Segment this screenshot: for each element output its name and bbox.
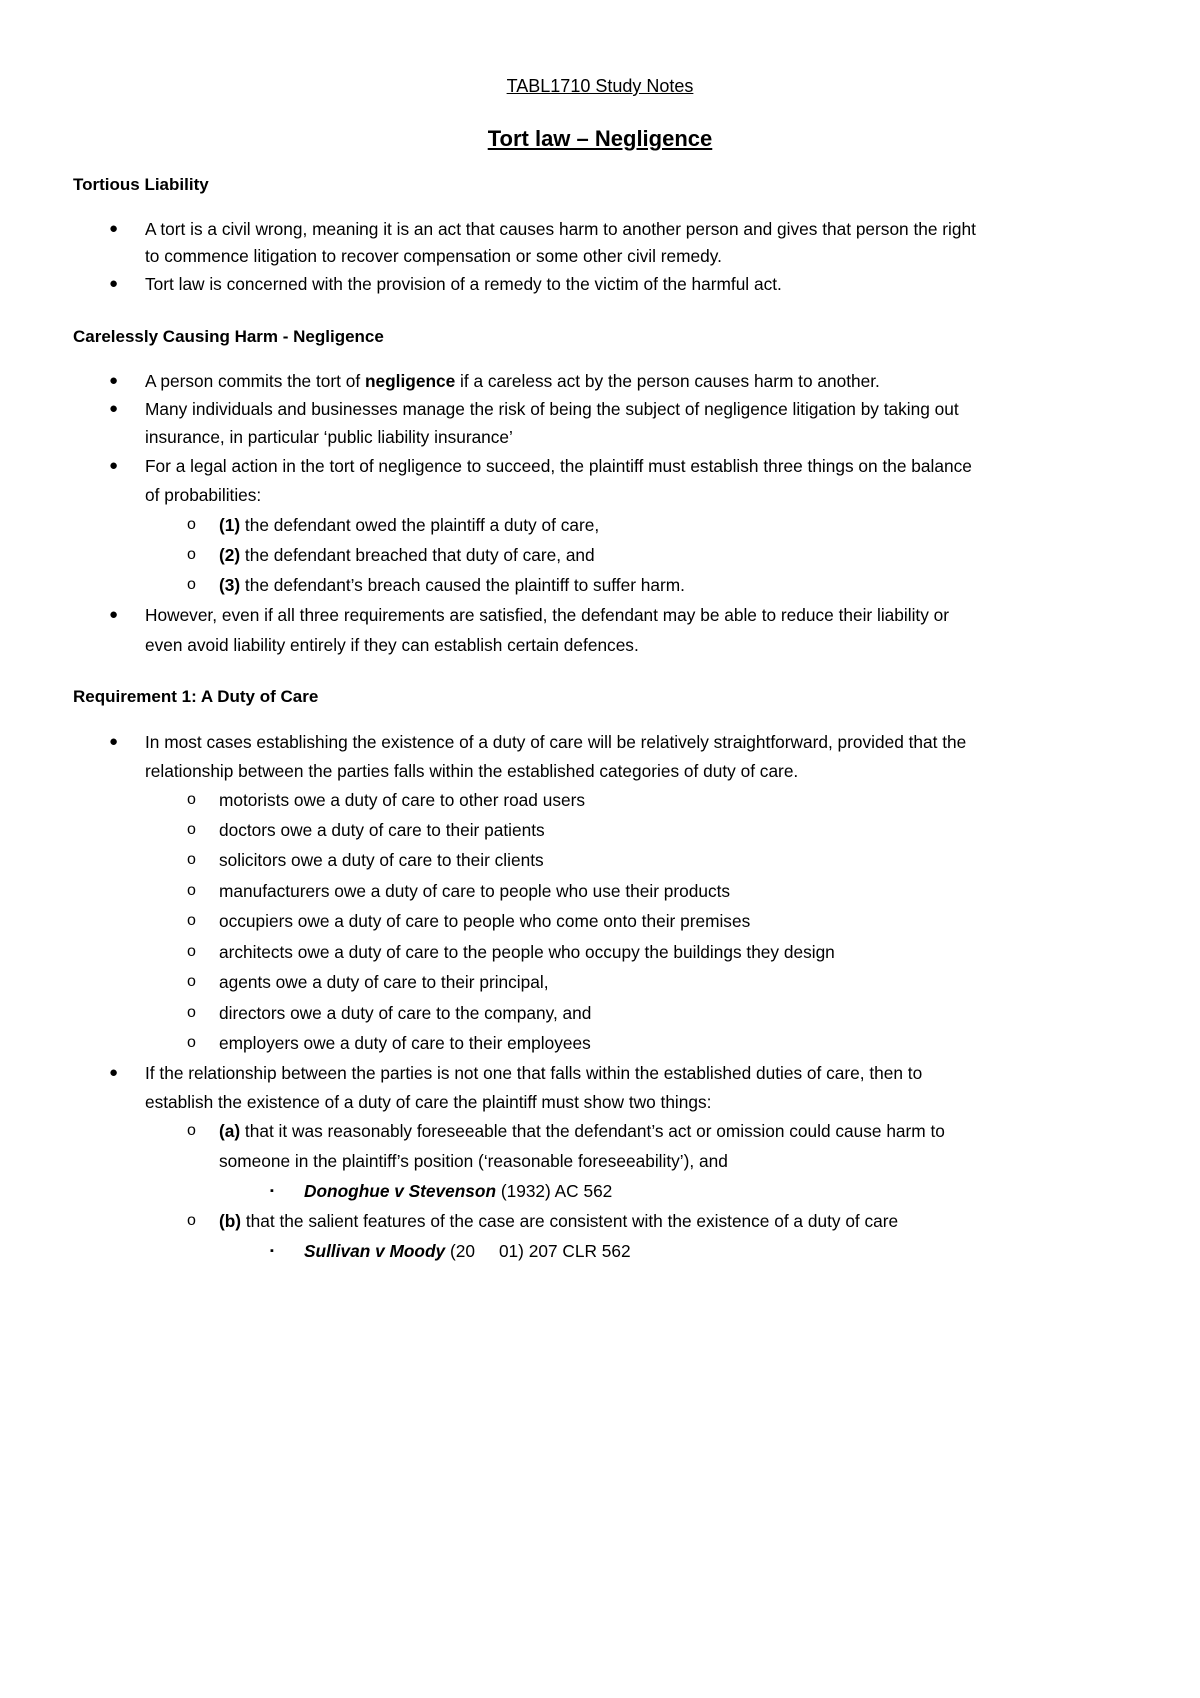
- requirement-item: [219, 514, 599, 536]
- text-line: establish the existence of a duty of care the plaintiff must show two things:: [145, 1092, 712, 1112]
- text-line: However, even if all three requirements are satisfied, the defendant may be able to reduce their liability or: [145, 605, 950, 625]
- case-citation-text: (1932) AC 562: [496, 1181, 613, 1201]
- duty-category: doctors owe a duty of care to their patients: [219, 820, 545, 840]
- bullet-marker: ●: [109, 1064, 119, 1081]
- requirement-number: (1): [219, 515, 241, 535]
- duty-category: motorists owe a duty of care to other road users: [219, 790, 585, 810]
- case-citation: [304, 1240, 631, 1262]
- sub-bullet-marker: o: [187, 912, 196, 929]
- square-bullet-marker: ▪: [270, 1185, 274, 1197]
- sub-bullet-marker: o: [187, 1122, 196, 1139]
- text-line: For a legal action in the tort of negligence to succeed, the plaintiff must establish three things on the balance: [145, 456, 972, 476]
- test-text: that the salient features of the case are consistent with the existence of a duty of care: [241, 1211, 899, 1231]
- sub-bullet-marker: o: [187, 821, 196, 838]
- document-title: TABL1710 Study Notes: [506, 76, 694, 96]
- requirement-text: the defendant’s breach caused the plaintiff to suffer harm.: [240, 575, 685, 595]
- bullet-marker: ●: [109, 275, 119, 292]
- sub-bullet-marker: o: [187, 1004, 196, 1021]
- bullet-marker: ●: [109, 733, 119, 750]
- test-item-a: [219, 1120, 945, 1142]
- text-line: of probabilities:: [145, 485, 262, 505]
- requirement-number: (3): [219, 575, 241, 595]
- section-heading-duty-of-care: Requirement 1: A Duty of Care: [73, 687, 319, 706]
- text-line: [145, 370, 880, 392]
- text-line: Many individuals and businesses manage the risk of being the subject of negligence litigation by taking out: [145, 399, 959, 419]
- requirement-number: (2): [219, 545, 241, 565]
- sub-bullet-marker: o: [187, 546, 196, 563]
- duty-category: architects owe a duty of care to the people who occupy the buildings they design: [219, 942, 835, 962]
- text-line: insurance, in particular ‘public liability insurance’: [145, 427, 513, 447]
- text-line: A tort is a civil wrong, meaning it is an act that causes harm to another person and gives that person the right: [145, 219, 976, 239]
- requirement-item: [219, 544, 595, 566]
- sub-bullet-marker: o: [187, 973, 196, 990]
- duty-category: solicitors owe a duty of care to their clients: [219, 850, 544, 870]
- text-line: even avoid liability entirely if they can establish certain defences.: [145, 635, 639, 655]
- bullet-marker: ●: [109, 220, 119, 237]
- text-line: If the relationship between the parties is not one that falls within the established duties of care, then to: [145, 1063, 923, 1083]
- bullet-marker: ●: [109, 606, 119, 623]
- text-span: if a careless act by the person causes harm to another.: [455, 371, 880, 391]
- bullet-marker: ●: [109, 372, 119, 389]
- duty-category: manufacturers owe a duty of care to people who use their products: [219, 881, 731, 901]
- bullet-marker: ●: [109, 400, 119, 417]
- square-bullet-marker: ▪: [270, 1245, 274, 1257]
- sub-bullet-marker: o: [187, 943, 196, 960]
- sub-bullet-marker: o: [187, 516, 196, 533]
- sub-bullet-marker: o: [187, 791, 196, 808]
- document-heading: Tort law – Negligence: [487, 126, 713, 151]
- duty-category: occupiers owe a duty of care to people who come onto their premises: [219, 911, 751, 931]
- case-citation: [304, 1180, 612, 1202]
- test-label: (b): [219, 1211, 242, 1231]
- test-label: (a): [219, 1121, 241, 1141]
- case-citation-text: (20 01) 207 CLR 562: [445, 1241, 631, 1261]
- requirement-text: the defendant owed the plaintiff a duty of care,: [240, 515, 600, 535]
- requirement-item: [219, 574, 685, 596]
- sub-bullet-marker: o: [187, 1212, 196, 1229]
- text-line: someone in the plaintiff’s position (‘reasonable foreseeability’), and: [219, 1151, 728, 1171]
- negligence-term: negligence: [364, 371, 456, 391]
- test-text: that it was reasonably foreseeable that the defendant’s act or omission could cause harm to: [240, 1121, 945, 1141]
- section-heading-negligence: Carelessly Causing Harm - Negligence: [73, 327, 384, 346]
- text-line: to commence litigation to recover compensation or some other civil remedy.: [145, 246, 722, 266]
- text-line: In most cases establishing the existence of a duty of care will be relatively straightforward, provided that the: [145, 732, 967, 752]
- duty-category: agents owe a duty of care to their principal,: [219, 972, 549, 992]
- sub-bullet-marker: o: [187, 882, 196, 899]
- sub-bullet-marker: o: [187, 576, 196, 593]
- requirement-text: the defendant breached that duty of care, and: [240, 545, 595, 565]
- text-line: Tort law is concerned with the provision of a remedy to the victim of the harmful act.: [145, 274, 782, 294]
- bullet-marker: ●: [109, 457, 119, 474]
- test-item-b: [219, 1210, 898, 1232]
- text-span: A person commits the tort of: [145, 371, 365, 391]
- duty-category: employers owe a duty of care to their employees: [219, 1033, 591, 1053]
- text-line: relationship between the parties falls within the established categories of duty of care.: [145, 761, 799, 781]
- case-name: Sullivan v Moody: [304, 1241, 446, 1261]
- sub-bullet-marker: o: [187, 1034, 196, 1051]
- duty-category: directors owe a duty of care to the company, and: [219, 1003, 592, 1023]
- case-name: Donoghue v Stevenson: [304, 1181, 497, 1201]
- sub-bullet-marker: o: [187, 851, 196, 868]
- section-heading-tortious-liability: Tortious Liability: [73, 175, 209, 194]
